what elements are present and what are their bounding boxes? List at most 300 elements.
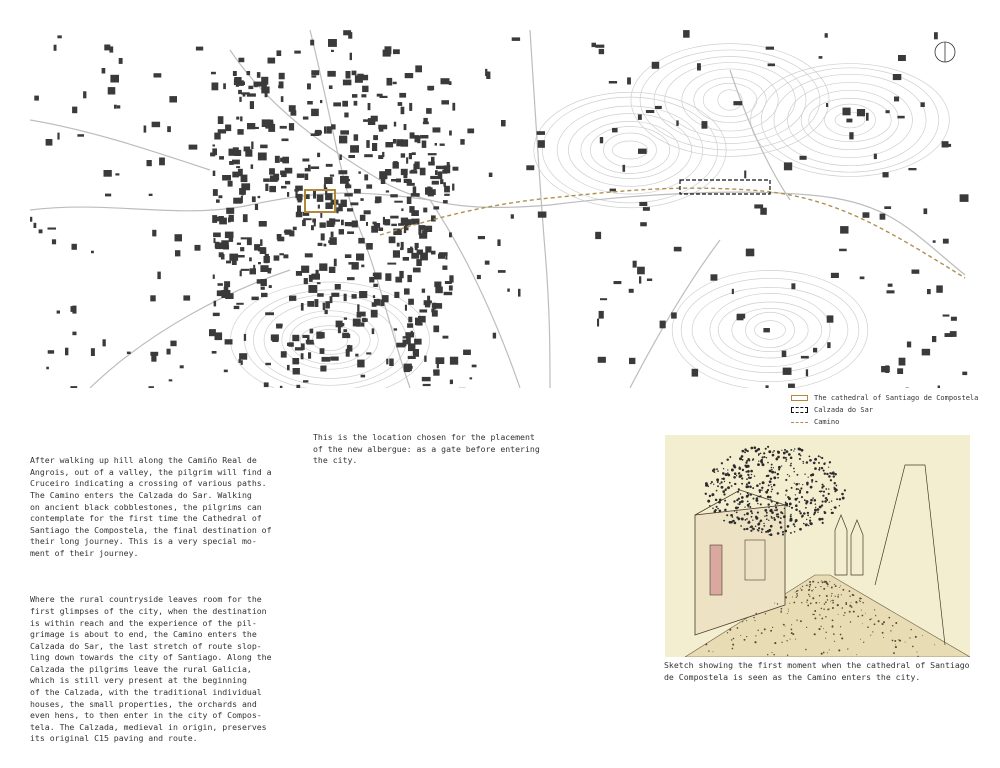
cobble-stipple	[733, 638, 735, 640]
tree-stipple	[734, 510, 735, 511]
tree-stipple	[842, 497, 845, 500]
building	[350, 53, 352, 60]
building	[452, 184, 454, 191]
cobble-stipple	[849, 611, 851, 613]
cobble-stipple	[895, 646, 897, 648]
building	[433, 326, 439, 333]
building	[213, 233, 221, 238]
building	[788, 384, 795, 388]
tree-stipple	[796, 474, 798, 476]
building	[444, 292, 453, 295]
tree-stipple	[761, 487, 763, 489]
tree-stipple	[739, 503, 741, 505]
building	[676, 120, 678, 126]
building	[378, 228, 383, 232]
tree-stipple	[750, 525, 753, 528]
tree-stipple	[833, 475, 835, 477]
tree-stipple	[831, 500, 832, 501]
building	[302, 159, 309, 162]
building	[433, 206, 439, 209]
building	[409, 103, 412, 111]
building	[372, 143, 377, 151]
building	[250, 268, 257, 274]
tree-stipple	[803, 512, 806, 515]
tree-stipple	[772, 452, 773, 453]
building	[443, 200, 448, 203]
tree-stipple	[797, 498, 799, 500]
tree-stipple	[825, 488, 827, 490]
calzada-swatch	[791, 407, 808, 413]
building	[766, 385, 769, 388]
building	[768, 64, 775, 67]
building	[660, 321, 666, 329]
cobble-stipple	[832, 602, 834, 604]
tree-stipple	[810, 499, 813, 502]
tree-stipple	[782, 512, 784, 514]
building	[241, 92, 250, 94]
building	[371, 226, 378, 233]
building	[239, 353, 247, 360]
tree-stipple	[744, 451, 746, 453]
building	[639, 276, 641, 283]
cobble-stipple	[809, 596, 810, 597]
tree-stipple	[747, 500, 749, 502]
tree-stipple	[793, 468, 795, 470]
building	[265, 92, 268, 97]
building	[219, 195, 223, 198]
tree-stipple	[773, 476, 776, 479]
tree-stipple	[752, 458, 754, 460]
tree-stipple	[746, 518, 747, 519]
cobble-stipple	[809, 581, 811, 583]
cobble-stipple	[849, 605, 851, 607]
tree-stipple	[711, 493, 714, 496]
building	[213, 145, 216, 147]
building	[610, 189, 616, 192]
building	[312, 219, 316, 223]
tree-stipple	[748, 476, 750, 478]
building	[296, 212, 303, 217]
tree-stipple	[717, 485, 719, 487]
cobble-stipple	[859, 600, 860, 601]
building	[420, 168, 426, 176]
cobble-stipple	[826, 595, 828, 597]
building	[609, 81, 617, 84]
building	[595, 232, 601, 239]
building	[320, 366, 326, 372]
tree-stipple	[741, 518, 744, 521]
building	[159, 158, 165, 166]
tree-stipple	[781, 450, 782, 451]
building	[629, 289, 634, 293]
tree-stipple	[814, 458, 817, 461]
building	[189, 145, 198, 150]
building	[839, 249, 847, 252]
building	[307, 83, 311, 89]
tree-stipple	[765, 448, 767, 450]
tree-stipple	[777, 451, 779, 453]
cobble-stipple	[855, 601, 857, 603]
building	[885, 365, 889, 373]
tree-stipple	[821, 467, 823, 469]
cobble-stipple	[781, 642, 782, 643]
tree-stipple	[733, 465, 734, 466]
tree-stipple	[804, 499, 806, 501]
tree-stipple	[766, 457, 768, 459]
building	[671, 312, 677, 318]
cobble-stipple	[895, 644, 896, 645]
tree-stipple	[749, 486, 752, 489]
building	[408, 299, 414, 305]
tree-stipple	[810, 474, 813, 477]
building	[34, 96, 39, 101]
contour-line	[694, 77, 766, 122]
building	[358, 238, 364, 244]
building	[598, 357, 606, 363]
building	[319, 263, 327, 271]
building	[317, 282, 321, 284]
cobble-stipple	[831, 600, 832, 601]
tree-stipple	[818, 462, 820, 464]
tree-stipple	[789, 502, 792, 505]
building	[338, 170, 347, 174]
building	[401, 139, 409, 146]
cobble-stipple	[744, 639, 746, 641]
building	[623, 165, 626, 172]
tree-stipple	[829, 461, 831, 463]
street-sketch-image	[665, 435, 970, 657]
building	[48, 350, 54, 354]
building	[308, 352, 311, 358]
building	[537, 131, 545, 135]
tree-stipple	[751, 516, 753, 518]
cobble-stipple	[797, 595, 799, 597]
building	[760, 208, 767, 215]
building	[538, 212, 547, 218]
cobble-stipple	[788, 611, 789, 612]
building	[301, 266, 309, 273]
tree-stipple	[822, 501, 824, 503]
building	[410, 132, 415, 138]
building	[311, 75, 316, 77]
building	[423, 384, 431, 386]
building	[330, 357, 338, 361]
cobble-stipple	[796, 620, 797, 621]
building	[423, 122, 429, 125]
cobble-stipple	[821, 608, 823, 610]
tree-stipple	[796, 488, 798, 490]
tree-stipple	[738, 488, 740, 490]
building	[444, 194, 450, 196]
building	[72, 107, 77, 114]
tree-stipple	[795, 508, 798, 511]
building	[366, 352, 371, 354]
building	[152, 230, 156, 237]
tree-stipple	[786, 489, 787, 490]
building	[361, 375, 366, 378]
building	[424, 356, 426, 362]
building	[368, 103, 371, 110]
building	[819, 56, 823, 59]
building	[498, 270, 506, 273]
tree-stipple	[717, 470, 719, 472]
cobble-stipple	[851, 606, 853, 608]
building	[894, 97, 899, 102]
building	[291, 110, 297, 115]
building	[150, 295, 155, 301]
building	[248, 86, 253, 89]
cobble-stipple	[829, 581, 830, 582]
building	[366, 222, 368, 226]
building	[373, 273, 380, 277]
building	[389, 359, 394, 367]
tree-stipple	[751, 474, 752, 475]
tree-stipple	[768, 520, 769, 521]
tree-stipple	[750, 470, 753, 473]
building	[393, 161, 398, 163]
building	[241, 360, 243, 365]
tree-stipple	[814, 512, 816, 514]
building	[640, 222, 647, 226]
cobble-stipple	[893, 652, 895, 654]
building	[237, 129, 243, 135]
building	[846, 119, 852, 123]
tree-stipple	[725, 473, 728, 476]
building	[287, 192, 289, 197]
building	[233, 198, 242, 204]
building	[412, 152, 416, 155]
building	[303, 218, 311, 220]
tree-stipple	[724, 500, 726, 502]
cobble-stipple	[830, 601, 831, 602]
tree-stipple	[770, 499, 771, 500]
cobble-stipple	[757, 630, 758, 631]
tree-stipple	[739, 475, 740, 476]
building	[384, 219, 390, 225]
tree-stipple	[769, 496, 771, 498]
cobble-stipple	[764, 628, 766, 630]
building	[422, 230, 427, 233]
legend-label-camino: Camino	[814, 416, 839, 428]
tree-stipple	[720, 481, 722, 483]
cobble-stipple	[909, 637, 910, 638]
building	[599, 49, 604, 54]
cobble-stipple	[815, 587, 816, 588]
contour-line	[581, 121, 679, 178]
cobble-stipple	[829, 649, 830, 650]
tree-stipple	[740, 493, 741, 494]
cobble-stipple	[795, 639, 796, 640]
cobble-stipple	[731, 639, 733, 641]
building	[114, 105, 117, 109]
building	[538, 140, 545, 148]
building	[287, 343, 290, 346]
tree-stipple	[818, 455, 820, 457]
building	[352, 294, 357, 299]
cobble-stipple	[705, 643, 707, 645]
cobble-stipple	[783, 635, 784, 636]
tree-stipple	[783, 452, 786, 455]
tree-stipple	[794, 483, 795, 484]
cobble-stipple	[917, 652, 918, 653]
building	[318, 243, 323, 246]
building	[391, 224, 397, 226]
building	[212, 83, 219, 91]
building	[277, 237, 284, 242]
building	[325, 310, 328, 314]
cobble-stipple	[823, 608, 825, 610]
building	[386, 359, 388, 365]
tree-stipple	[770, 478, 772, 480]
building	[169, 379, 173, 381]
building	[250, 101, 254, 109]
tree-stipple	[767, 446, 769, 448]
cobble-stipple	[783, 624, 785, 626]
building	[443, 336, 449, 339]
building	[269, 285, 272, 288]
building	[346, 71, 351, 79]
building	[344, 317, 347, 319]
tree-stipple	[768, 484, 770, 486]
tree-stipple	[759, 483, 761, 485]
tree-stipple	[789, 520, 791, 522]
tree-stipple	[760, 460, 763, 463]
tree-stipple	[759, 491, 761, 493]
building	[228, 181, 233, 187]
building	[782, 351, 787, 357]
tree-stipple	[767, 496, 770, 499]
tree-stipple	[750, 447, 753, 450]
building	[397, 243, 400, 247]
cobble-stipple	[883, 621, 885, 623]
tree-stipple	[721, 486, 724, 489]
building	[908, 168, 916, 170]
building	[360, 198, 363, 201]
building	[293, 368, 300, 375]
tree-stipple	[741, 477, 743, 479]
tree-stipple	[744, 514, 746, 516]
tree-stipple	[822, 522, 824, 524]
cobble-stipple	[753, 617, 754, 618]
cobble-stipple	[821, 618, 823, 620]
building	[261, 279, 267, 286]
building	[329, 267, 336, 273]
tree-stipple	[753, 498, 755, 500]
building	[301, 303, 304, 311]
tree-stipple	[828, 488, 829, 489]
building	[180, 365, 184, 368]
cobble-stipple	[814, 617, 816, 619]
cobble-stipple	[872, 631, 873, 632]
building	[196, 47, 203, 51]
contour-line	[692, 287, 848, 372]
cobble-stipple	[780, 611, 781, 612]
tree-stipple	[733, 500, 735, 502]
building	[347, 277, 355, 280]
tree-stipple	[790, 515, 792, 517]
building	[413, 164, 416, 171]
tree-stipple	[811, 481, 813, 483]
tree-stipple	[835, 489, 837, 491]
building	[348, 345, 350, 349]
building	[347, 208, 353, 211]
tree-stipple	[734, 522, 737, 525]
cobble-stipple	[788, 609, 789, 610]
cobble-stipple	[819, 595, 821, 597]
building	[306, 340, 314, 344]
building	[239, 97, 241, 102]
tree-stipple	[784, 449, 786, 451]
building	[117, 105, 120, 108]
building	[426, 108, 432, 114]
tree-stipple	[761, 528, 763, 530]
cobble-stipple	[820, 626, 821, 627]
tree-stipple	[740, 525, 742, 527]
cobble-stipple	[837, 596, 839, 598]
building	[938, 386, 940, 389]
tree-stipple	[812, 497, 814, 499]
building	[150, 352, 158, 356]
tree-stipple	[779, 521, 782, 524]
building	[364, 174, 368, 180]
tree-stipple	[802, 461, 803, 462]
building	[692, 369, 699, 377]
building	[387, 78, 393, 86]
tree-stipple	[790, 532, 792, 534]
tree-stipple	[766, 515, 768, 517]
building	[251, 164, 254, 169]
cobble-stipple	[838, 614, 839, 615]
tree-stipple	[803, 523, 805, 525]
building	[393, 82, 397, 85]
tree-stipple	[768, 450, 771, 453]
building	[274, 255, 280, 260]
tree-stipple	[817, 511, 819, 513]
cobble-stipple	[765, 613, 766, 614]
cobble-stipple	[834, 641, 835, 642]
building	[933, 240, 936, 243]
building	[467, 129, 474, 134]
building	[951, 317, 957, 321]
building	[354, 101, 358, 106]
tree-stipple	[769, 480, 772, 483]
tree-stipple	[778, 468, 780, 470]
cobble-stipple	[807, 585, 808, 586]
building	[258, 262, 261, 264]
cobble-stipple	[832, 620, 834, 622]
tree-stipple	[773, 484, 776, 487]
contour-line	[654, 57, 806, 144]
tree-stipple	[791, 487, 793, 489]
cobble-stipple	[892, 640, 894, 642]
tree-stipple	[774, 471, 776, 473]
cobble-stipple	[755, 635, 756, 636]
cobble-stipple	[813, 589, 814, 590]
cobble-stipple	[825, 616, 827, 618]
building	[287, 365, 290, 370]
building	[127, 352, 131, 355]
building	[216, 199, 220, 202]
cobble-stipple	[792, 597, 793, 598]
tree-stipple	[750, 494, 752, 496]
building	[102, 68, 106, 74]
building	[433, 127, 441, 132]
tree-stipple	[746, 528, 748, 530]
contour-line	[703, 83, 757, 117]
tree-stipple	[761, 489, 763, 491]
cobble-stipple	[840, 626, 841, 627]
tree-stipple	[750, 477, 752, 479]
